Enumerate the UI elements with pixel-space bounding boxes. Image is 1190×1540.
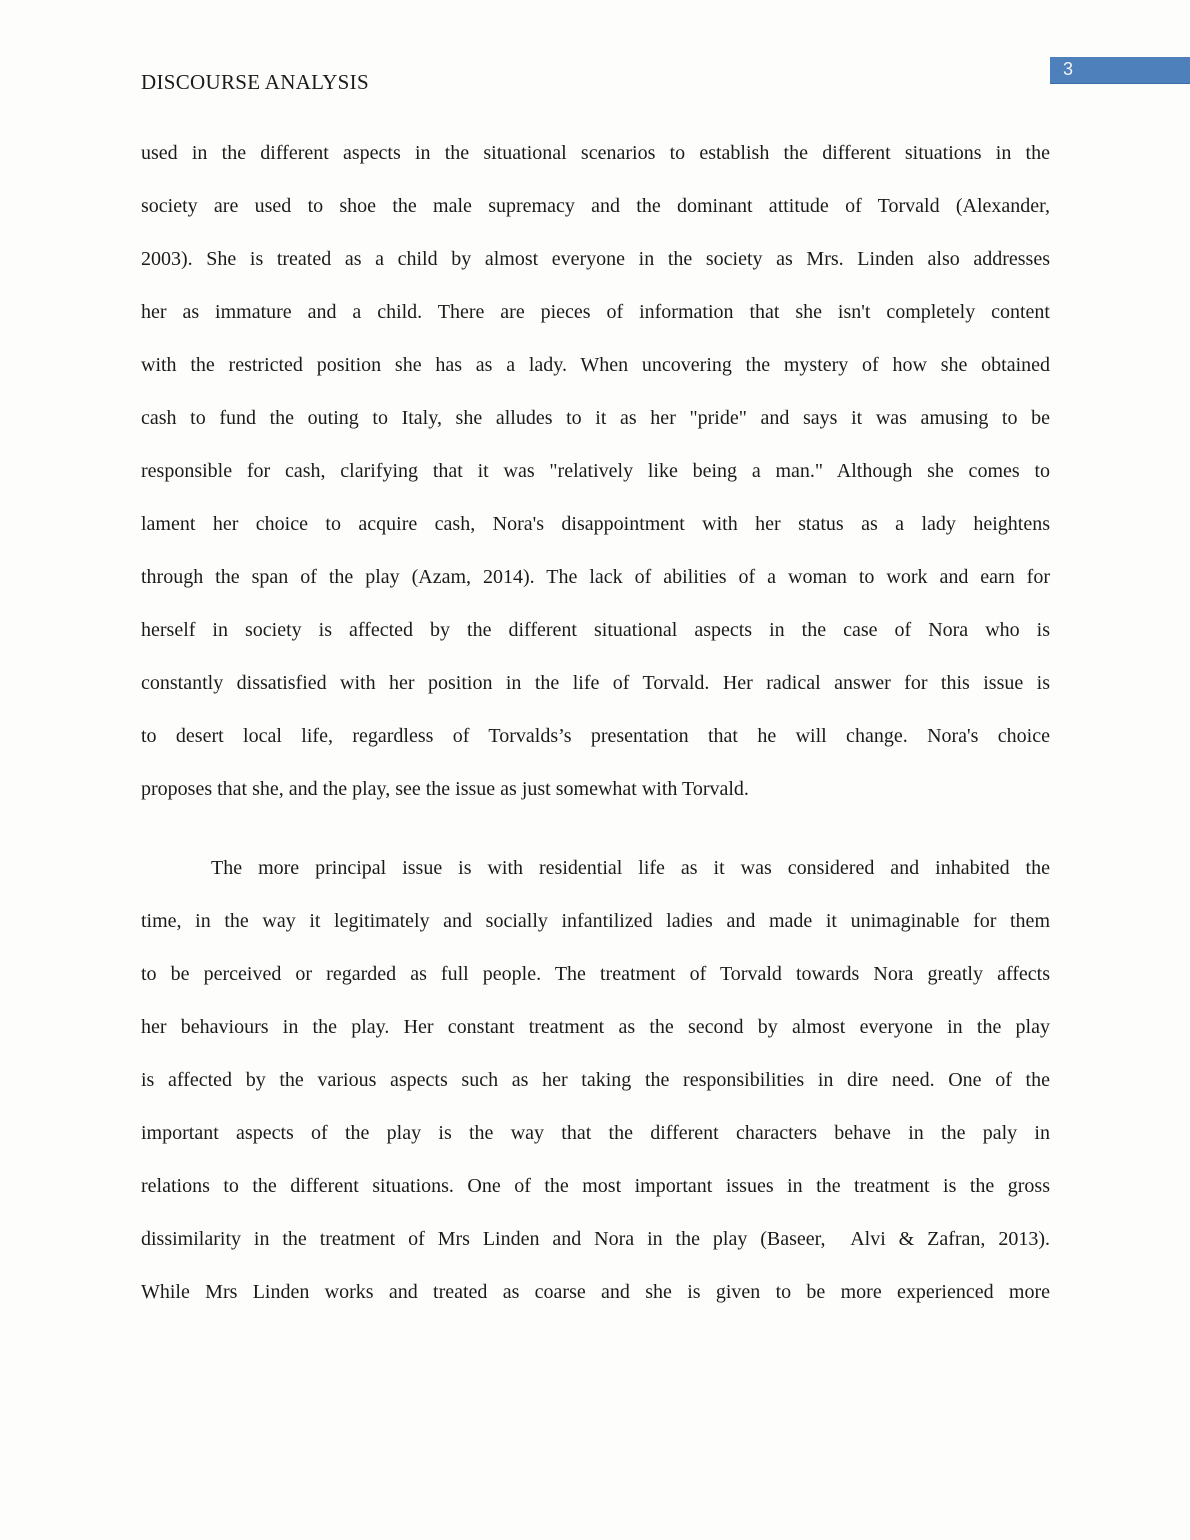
- text-line: through the span of the play (Azam, 2014). The lack of abilities of a woman to work and earn for: [141, 566, 1050, 588]
- text-line: herself in society is affected by the different situational aspects in the case of Nora who is: [141, 619, 1050, 641]
- text-line: time, in the way it legitimately and socially infantilized ladies and made it unimaginable for them: [141, 910, 1050, 932]
- text-line: cash to fund the outing to Italy, she alludes to it as her "pride" and says it was amusing to be: [141, 407, 1050, 429]
- text-line: While Mrs Linden works and treated as coarse and she is given to be more experienced more: [141, 1281, 1050, 1303]
- text-line: constantly dissatisfied with her position in the life of Torvald. Her radical answer for this issue is: [141, 672, 1050, 694]
- paragraph: [141, 842, 1050, 1319]
- text-line: proposes that she, and the play, see the issue as just somewhat with Torvald.: [141, 778, 749, 800]
- running-head: DISCOURSE ANALYSIS: [141, 70, 369, 94]
- text-line: her behaviours in the play. Her constant treatment as the second by almost everyone in the play: [141, 1016, 1050, 1038]
- text-line: 2003). She is treated as a child by almost everyone in the society as Mrs. Linden also addresses: [141, 248, 1050, 270]
- text-line: relations to the different situations. One of the most important issues in the treatment is the gross: [141, 1175, 1050, 1197]
- text-line: society are used to shoe the male supremacy and the dominant attitude of Torvald (Alexander,: [141, 195, 1050, 217]
- page-number-box: [1050, 57, 1190, 84]
- document-body: [141, 127, 1050, 1319]
- text-line: lament her choice to acquire cash, Nora's disappointment with her status as a lady heightens: [141, 513, 1050, 535]
- text-line: to desert local life, regardless of Torvalds’s presentation that he will change. Nora's choice: [141, 725, 1050, 747]
- paragraph: [141, 127, 1050, 816]
- text-line: important aspects of the play is the way that the different characters behave in the paly in: [141, 1122, 1050, 1144]
- text-line: responsible for cash, clarifying that it was "relatively like being a man." Although she comes to: [141, 460, 1050, 482]
- text-line: is affected by the various aspects such as her taking the responsibilities in dire need. One of the: [141, 1069, 1050, 1091]
- text-line: used in the different aspects in the situational scenarios to establish the different situations in the: [141, 142, 1050, 164]
- text-line: with the restricted position she has as a lady. When uncovering the mystery of how she obtained: [141, 354, 1050, 376]
- text-line: her as immature and a child. There are pieces of information that she isn't completely content: [141, 301, 1050, 323]
- text-line: to be perceived or regarded as full people. The treatment of Torvald towards Nora greatly affects: [141, 963, 1050, 985]
- text-line: The more principal issue is with residential life as it was considered and inhabited the: [211, 857, 1050, 879]
- text-line: dissimilarity in the treatment of Mrs Linden and Nora in the play (Baseer, Alvi & Zafran, 2013).: [141, 1228, 1050, 1250]
- page-number: 3: [1063, 59, 1074, 79]
